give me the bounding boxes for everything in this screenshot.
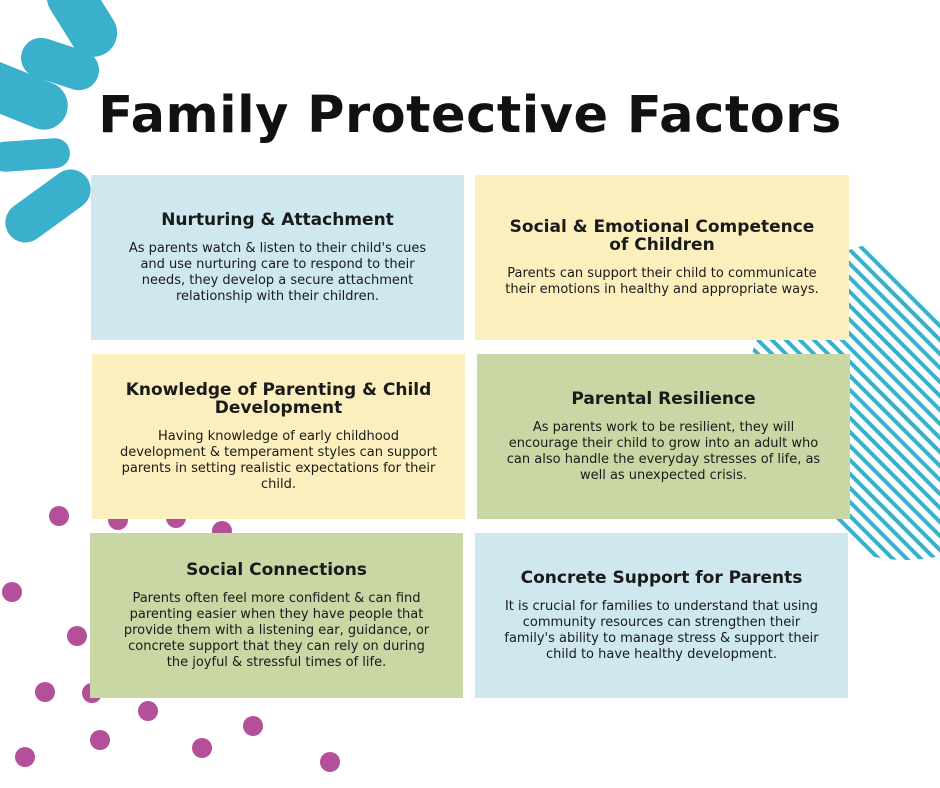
- page-title: Family Protective Factors: [98, 86, 842, 145]
- card-body: As parents watch & listen to their child's cues and use nurturing care to respond to their needs, they develop a secure attachment relationship with their children.: [128, 240, 427, 304]
- card-body: Parents often feel more confident & can find parenting easier when they have people that provide them with a listening ear, guidance, or concrete support that they can rely on during the joyful & stressful times of life.: [123, 590, 430, 670]
- card-knowledge-parenting: [92, 354, 465, 519]
- card-heading: Parental Resilience: [571, 388, 756, 409]
- card-body: Having knowledge of early childhood development & temperament styles can support parents in setting realistic expectations for their child.: [119, 428, 438, 492]
- card-parental-resilience: [477, 354, 850, 519]
- card-heading: Concrete Support for Parents: [520, 567, 803, 588]
- card-body: It is crucial for families to understand that using community resources can strengthen their family's ability to manage stress & support their child to have healthy development.: [504, 598, 819, 662]
- card-body: Parents can support their child to communicate their emotions in healthy and appropriate ways.: [505, 265, 819, 297]
- card-concrete-support: [475, 533, 848, 698]
- card-heading: Social Connections: [186, 559, 367, 580]
- card-nurturing-attachment: [91, 175, 464, 340]
- card-heading: Nurturing & Attachment: [161, 209, 394, 230]
- card-social-emotional-competence: [475, 175, 849, 340]
- card-body: As parents work to be resilient, they will encourage their child to grow into an adult who can also handle the everyday stresses of life, as well as unexpected crisis.: [506, 419, 821, 483]
- card-social-connections: [90, 533, 463, 698]
- card-heading: Knowledge of Parenting & Child Development: [125, 379, 432, 418]
- card-heading: Social & Emotional Competence of Children: [509, 216, 815, 255]
